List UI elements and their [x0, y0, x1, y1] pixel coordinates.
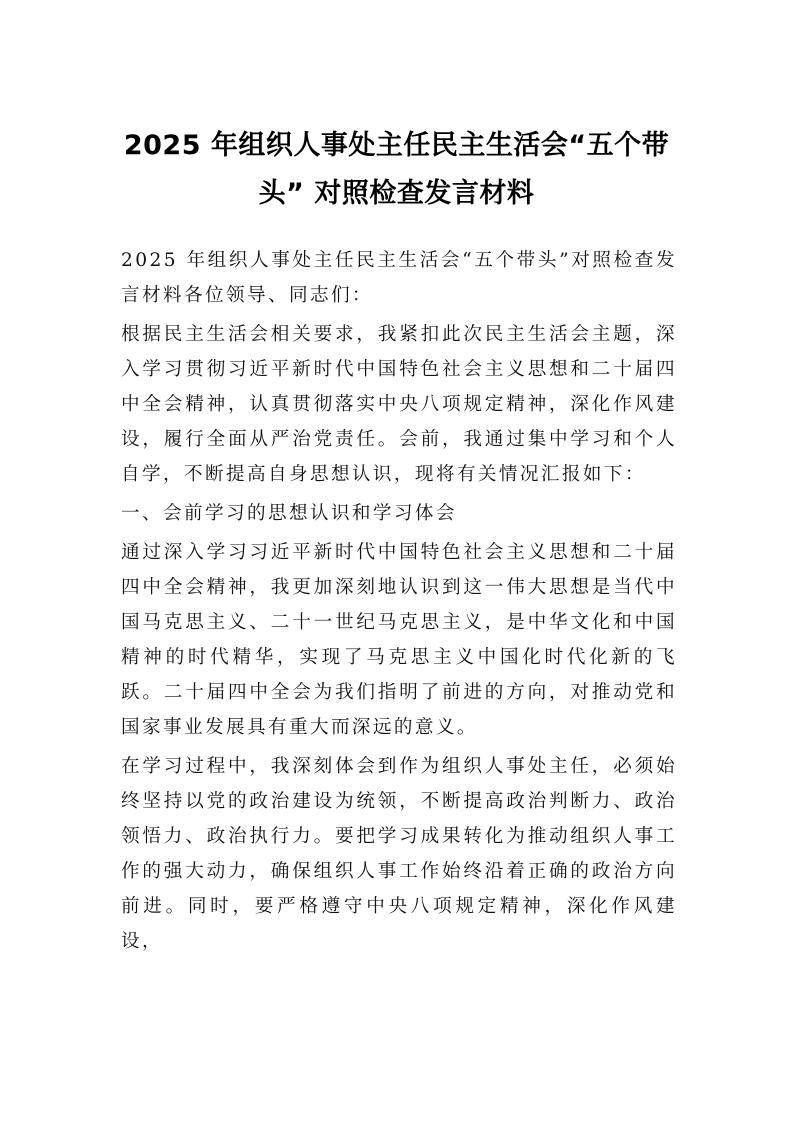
document-body [121, 243, 677, 963]
section-heading: 一、会前学习的思想认识和学习体会 [121, 503, 457, 524]
document-title: 2025 年组织人事处主任民主生活会“五个带头” 对照检查发言材料 [123, 130, 670, 209]
reflection-paragraph: 在学习过程中，我深刻体会到作为组织人事处主任，必须始终坚持以党的政治建设为统领，不断提高政治判断力、政治领悟力、政治执行力。要把学习成果转化为推动组织人事工作的强大动力，确保组织人事工作始终沿着正确的政治方向前进。同时，要严格遵守中央八项规定精神，深化作风建设， [121, 756, 677, 952]
opening-paragraph: 2025 年组织人事处主任民主生活会“五个带头”对照检查发言材料各位领导、同志们： [121, 250, 677, 306]
learning-paragraph: 通过深入学习习近平新时代中国特色社会主义思想和二十届四中全会精神，我更加深刻地认识到这一伟大思想是当代中国马克思主义、二十一世纪马克思主义，是中华文化和中国精神的时代精华，实现了马克思主义中国化时代化新的飞跃。二十届四中全会为我们指明了前进的方向，对推动党和国家事业发展具有重大而深远的意义。 [121, 542, 677, 738]
introduction-paragraph: 根据民主生活会相关要求，我紧扣此次民主生活会主题，深入学习贯彻习近平新时代中国特色社会主义思想和二十届四中全会精神，认真贯彻落实中央八项规定精神，深化作风建设，履行全面从严治党责任。会前，我通过集中学习和个人自学，不断提高自身思想认识，现将有关情况汇报如下： [121, 324, 677, 485]
